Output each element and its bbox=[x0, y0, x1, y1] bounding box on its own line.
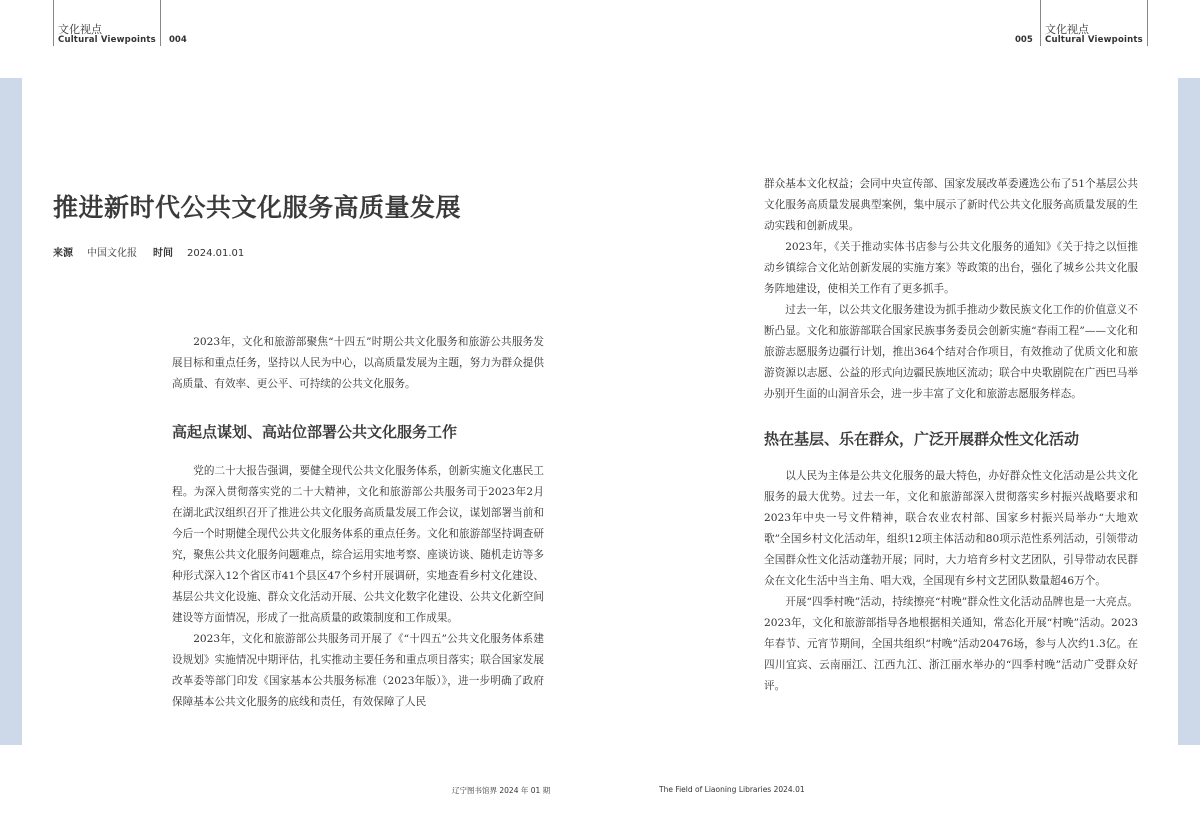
left-footer: 辽宁图书馆界 2024 年 01 期 bbox=[452, 786, 551, 795]
right-footer: The Field of Liaoning Libraries 2024.01 bbox=[659, 785, 805, 794]
left-page-number: 004 bbox=[169, 35, 187, 45]
body-paragraph: 党的二十大报告强调，要健全现代公共文化服务体系，创新实施文化惠民工程。为深入贯彻落实党的二十大精神，文化和旅游部公共服务司于2023年2月在湖北武汉组织召开了推进公共文化服务高质量发展工作会议，谋划部署当前和今后一个时期健全现代公共文化服务体系的重点任务。文化和旅游部坚持调查研究，聚焦公共文化服务问题难点，综合运用实地考察、座谈访谈、随机走访等多种形式深入12个省区市41个县区47个乡村开展调研，实地查看乡村文化建设、基层公共文化设施、群众文化活动开展、公共文化数字化建设、公共文化新空间建设等方面情况，形成了一批高质量的政策制度和工作成果。 bbox=[172, 465, 544, 624]
left-text-column bbox=[172, 332, 544, 713]
article-meta bbox=[53, 244, 260, 259]
time-value: 2024.01.01 bbox=[187, 248, 245, 259]
body-paragraph: 2023年，《关于推动实体书店参与公共文化服务的通知》《关于持之以恒推动乡镇综合文化站创新发展的实施方案》等政策的出台，强化了城乡公共文化服务阵地建设，使相关工作有了更多抓手。 bbox=[764, 241, 1138, 295]
right-margin-band bbox=[1178, 78, 1200, 745]
right-header-section-cn: 文化视点 bbox=[1045, 23, 1089, 36]
left-margin-band bbox=[0, 78, 22, 745]
article-title: 推进新时代公共文化服务高质量发展 bbox=[53, 193, 462, 222]
source-label: 来源 bbox=[53, 248, 73, 259]
left-header-section-cn: 文化视点 bbox=[58, 23, 102, 36]
body-paragraph: 2023年，文化和旅游部公共服务司开展了《“十四五”公共文化服务体系建设规划》实施情况中期评估，扎实推动主要任务和重点项目落实；联合国家发展改革委等部门印发《国家基本公共服务标准（2023年版）》，进一步明确了政府保障基本公共文化服务的底线和责任，有效保障了人民 bbox=[172, 633, 544, 708]
body-paragraph: 过去一年，以公共文化服务建设为抓手推动少数民族文化工作的价值意义不断凸显。文化和旅游部联合国家民族事务委员会创新实施“春雨工程”——文化和旅游志愿服务边疆行计划，推出364个结对合作项目，有效推动了优质文化和旅游资源以志愿、公益的形式向边疆民族地区流动；联合中央歌剧院在广西巴马举办别开生面的山洞音乐会，进一步丰富了文化和旅游志愿服务样态。 bbox=[764, 304, 1138, 400]
body-paragraph: 开展“四季村晚”活动，持续擦亮“村晚”群众性文化活动品牌也是一大亮点。2023年，文化和旅游部指导各地根据相关通知，常态化开展“村晚”活动。2023年春节、元宵节期间，全国共组织“村晚”活动20476场，参与人次约1.3亿。在四川宜宾、云南丽江、江西九江、浙江丽水举办的“四季村晚”活动广受群众好评。 bbox=[764, 596, 1138, 692]
section-heading-2: 热在基层、乐在群众，广泛开展群众性文化活动 bbox=[764, 430, 1080, 448]
time-label: 时间 bbox=[153, 248, 173, 259]
right-header-section-en: Cultural Viewpoints bbox=[1045, 35, 1143, 45]
right-text-column bbox=[764, 174, 1138, 697]
source-value: 中国文化报 bbox=[87, 248, 137, 259]
body-paragraph: 以人民为主体是公共文化服务的最大特色，办好群众性文化活动是公共文化服务的最大优势。过去一年，文化和旅游部深入贯彻落实乡村振兴战略要求和2023年中央一号文件精神，联合农业农村部、国家乡村振兴局举办“大地欢歌”全国乡村文化活动年，组织12项主体活动和80项示范性系列活动，引领带动全国群众性文化活动蓬勃开展；同时，大力培育乡村文艺团队，引导带动农民群众在文化生活中当主角、唱大戏，全国现有乡村文艺团队数量超46万个。 bbox=[764, 470, 1138, 587]
intro-paragraph: 2023年，文化和旅游部聚焦“十四五”时期公共文化服务和旅游公共服务发展目标和重点任务，坚持以人民为中心，以高质量发展为主题，努力为群众提供高质量、有效率、更公平、可持续的公共文化服务。 bbox=[172, 336, 544, 390]
right-running-header bbox=[1000, 0, 1200, 46]
section-heading-1: 高起点谋划、高站位部署公共文化服务工作 bbox=[172, 423, 458, 441]
left-header-section-en: Cultural Viewpoints bbox=[58, 35, 156, 45]
left-running-header bbox=[0, 0, 200, 46]
body-paragraph-continued: 群众基本文化权益；会同中央宣传部、国家发展改革委遴选公布了51个基层公共文化服务高质量发展典型案例，集中展示了新时代公共文化服务高质量发展的生动实践和创新成果。 bbox=[764, 178, 1138, 232]
right-page-number: 005 bbox=[1015, 35, 1033, 45]
